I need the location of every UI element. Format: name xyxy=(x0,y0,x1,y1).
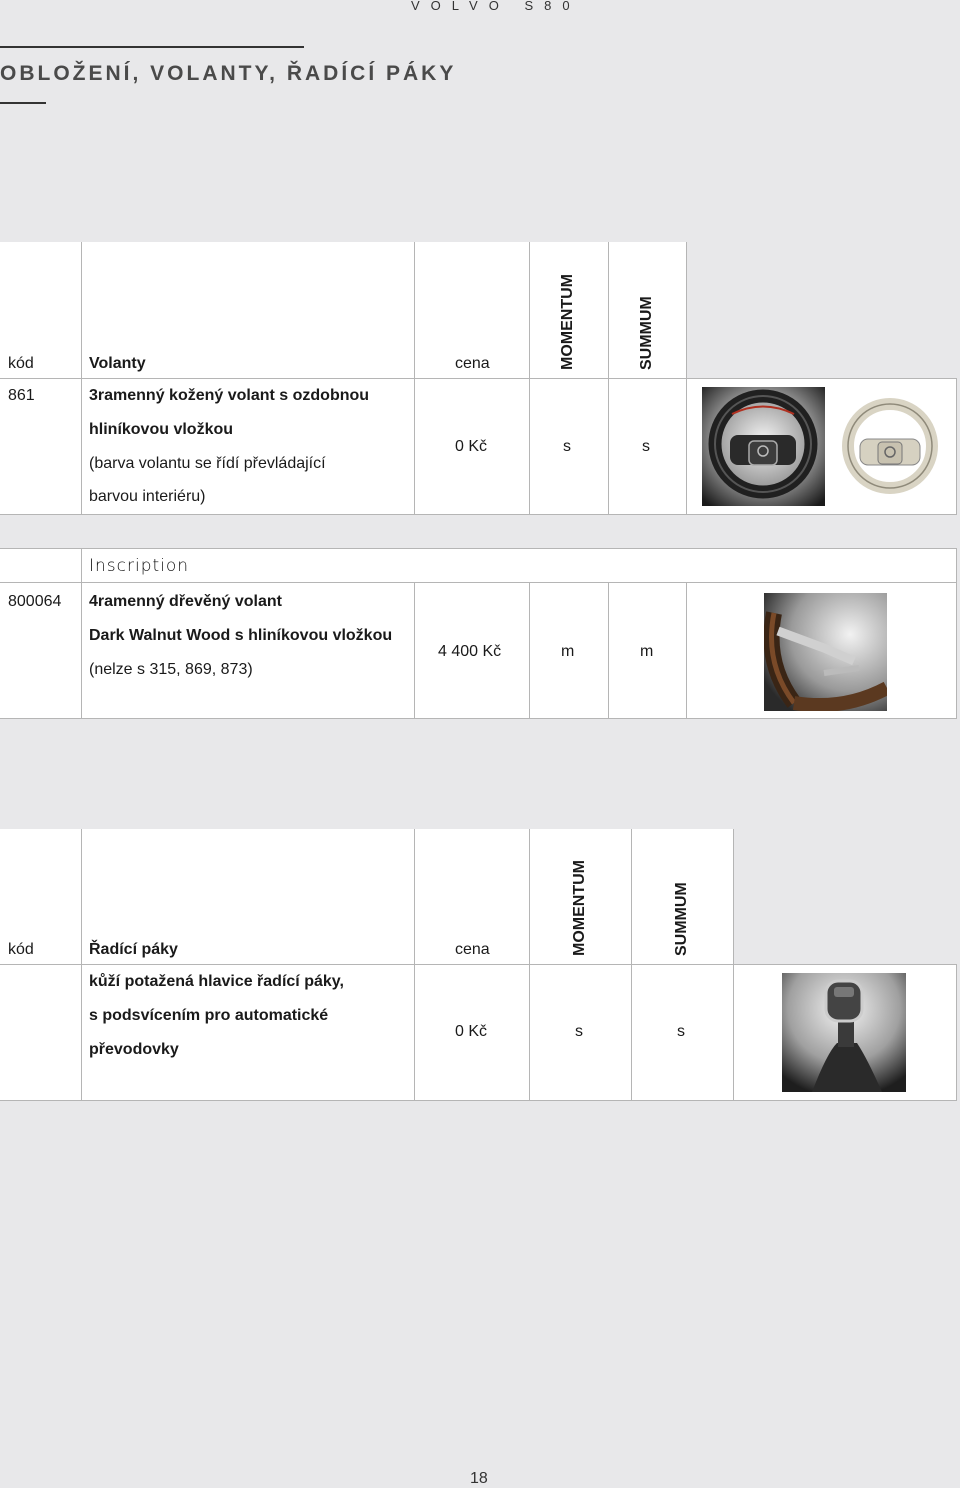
section-inscription-logo: Inscription xyxy=(89,556,190,576)
col-header-code: kód xyxy=(8,941,34,958)
row-title-cont: s podsvícením pro automatické xyxy=(89,1007,329,1024)
col-header-summum: SUMMUM xyxy=(638,296,655,370)
row-summum-mark: s xyxy=(642,438,650,455)
row-note: (barva volantu se řídí převládající xyxy=(89,455,326,472)
col-header-momentum: MOMENTUM xyxy=(571,860,588,956)
row-title: 3ramenný kožený volant s ozdobnou xyxy=(89,387,370,404)
row-summum-mark: m xyxy=(640,643,654,660)
wooden-steering-wheel-photo xyxy=(764,593,887,711)
row-subtitle: Dark Walnut Wood s hliníkovou vložkou xyxy=(89,627,393,644)
row-title: kůží potažená hlavice řadící páky, xyxy=(89,973,344,990)
page-title: OBLOŽENÍ, VOLANTY, ŘADÍCÍ PÁKY xyxy=(0,62,457,85)
row-note-cont: barvou interiéru) xyxy=(89,488,206,505)
row-title-cont2: převodovky xyxy=(89,1041,179,1058)
row-price: 0 Kč xyxy=(455,1023,488,1040)
col-header-price: cena xyxy=(455,941,490,958)
col-header-price: cena xyxy=(455,355,490,372)
col-header-momentum: MOMENTUM xyxy=(559,274,576,370)
row-code: 800064 xyxy=(8,593,62,610)
col-header-name: Volanty xyxy=(89,355,146,372)
row-code: 861 xyxy=(8,387,35,404)
row-title-cont: hliníkovou vložkou xyxy=(89,421,234,438)
steering-wheel-light-photo xyxy=(838,396,943,498)
row-title: 4ramenný dřevěný volant xyxy=(89,593,282,610)
row-price: 4 400 Kč xyxy=(438,643,502,660)
top-rule xyxy=(0,46,304,48)
steering-wheel-dark-photo xyxy=(702,387,825,506)
col-header-summum: SUMMUM xyxy=(673,882,690,956)
row-momentum-mark: s xyxy=(575,1023,583,1040)
row-momentum-mark: m xyxy=(561,643,575,660)
col-header-name: Řadící páky xyxy=(89,941,178,958)
page-number: 18 xyxy=(470,1470,488,1487)
title-underline xyxy=(0,102,46,104)
row-momentum-mark: s xyxy=(563,438,571,455)
brand-header: VOLVO S80 xyxy=(411,0,581,13)
row-note: (nelze s 315, 869, 873) xyxy=(89,661,253,678)
col-header-code: kód xyxy=(8,355,34,372)
row-price: 0 Kč xyxy=(455,438,488,455)
row-summum-mark: s xyxy=(677,1023,685,1040)
gear-lever-photo xyxy=(782,973,906,1092)
